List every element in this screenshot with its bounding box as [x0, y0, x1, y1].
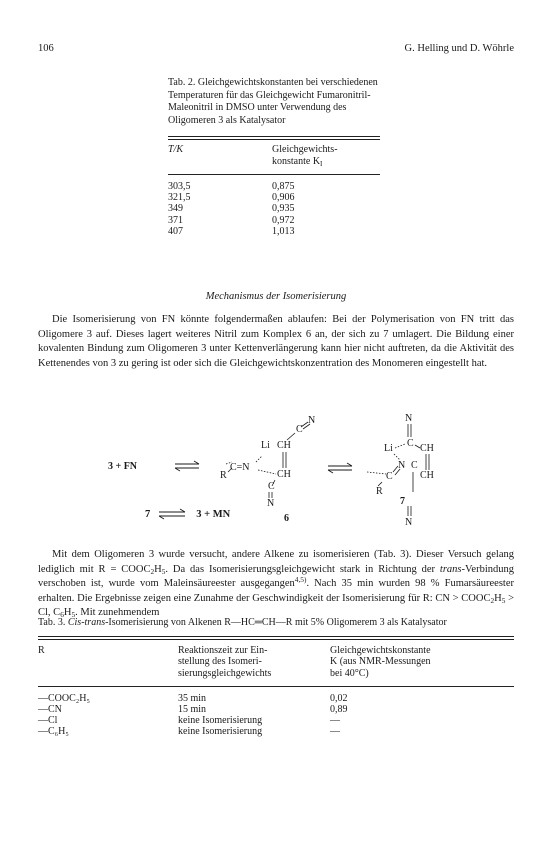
- running-head: G. Helling und D. Wöhrle: [404, 43, 514, 54]
- table-3-caption: [38, 617, 514, 630]
- scheme-n-mid-7: N: [398, 460, 406, 471]
- p2-text: . Mit zunehmendem: [75, 607, 160, 618]
- reaction-scheme: [60, 382, 500, 532]
- scheme-c-eq-n-6: C=N: [230, 462, 250, 473]
- header-line: sierungsgleichgewichts: [178, 667, 272, 679]
- table-2-header: [168, 140, 380, 174]
- header-line: Gleichgewichtskonstante: [330, 644, 431, 656]
- table-cell-k: 0,89: [330, 704, 348, 715]
- header-line: Reaktionszeit zur Ein-: [178, 644, 268, 656]
- table-2: [168, 77, 380, 237]
- table-3-col-r: R: [38, 644, 45, 656]
- p2-citation: 4,5): [294, 575, 307, 584]
- table-2-col-k-line1: Gleichgewichts-: [272, 144, 338, 155]
- table-cell-t: 321,5: [168, 192, 191, 204]
- table-row: [168, 203, 380, 214]
- p2-text: -Verbindung verschoben ist, wurde vom Maleinsäureester ausgegangen: [38, 563, 515, 589]
- table-3: [38, 617, 514, 737]
- table-row: [168, 215, 380, 226]
- scheme-c-bot-6: C: [268, 481, 275, 492]
- table-cell-r: —Cl: [38, 715, 58, 726]
- table-3-col-time: [178, 645, 330, 680]
- scheme-li-6: Li: [261, 440, 270, 451]
- header-line: stellung des Isomeri-: [178, 656, 262, 667]
- p2-text-italic: trans: [439, 563, 462, 575]
- table-cell-t: 407: [168, 225, 183, 237]
- table-3-caption-italic: Cis-trans: [67, 617, 106, 628]
- table-cell-time: keine Isomerisierung: [178, 726, 263, 737]
- table-2-col-k: [272, 144, 380, 168]
- scheme-ch-bot-6: CH: [277, 469, 291, 480]
- header-line: bei 40°C): [330, 667, 369, 679]
- table-3-header: [38, 640, 514, 687]
- page-number: 106: [38, 43, 54, 54]
- p2-text: H: [63, 607, 72, 618]
- section-title: Mechanismus der Isomerisierung: [205, 291, 347, 302]
- table-cell-t: 303,5: [168, 181, 191, 192]
- scheme-n-bot-7: N: [405, 517, 413, 528]
- table-2-col-k-sub: I: [320, 160, 323, 168]
- table-row: [168, 192, 380, 203]
- scheme-label-6: 6: [284, 513, 289, 524]
- paragraph-2: Mit dem Oligomeren 3 wurde versucht, andere Alkene zu isomerisieren (Tab. 3). Dieser Versuch gelang lediglich mit $R = COOC_2H_5$. Da das Isomerisierungsgleichgewicht stark in Richtung der trans-Verbindung verschoben ist, wurde vom Maleinsäureester ausgegangen$^{4,5)}$. Nach 35 min wurden 98 % Fumarsäureester erhalten. Die Ergebnisse zeigen eine Zunahme der Geschwindigkeit der Isomerisierung für R: CN > $COOC_2H_5 > Cl$, $C_6H_5$. Mit zunehmendem: [38, 549, 515, 619]
- table-3-caption-prefix: Tab. 3.: [38, 617, 68, 628]
- scheme-c-top-6: C: [296, 424, 303, 435]
- table-2-col-t: T/K: [168, 144, 184, 155]
- table-cell-k: 0,906: [272, 192, 295, 204]
- p2-text: . Nach 35 min wurden 98 % Fumarsäureester erhalten. Die Ergebnisse zeigen eine Zunahme der Geschwindigkeit der Isomerisierung für R: CN > COOC: [38, 578, 514, 604]
- scheme-c-left-7: C: [386, 471, 393, 482]
- scheme-r-6: R: [220, 470, 227, 481]
- table-cell-time: 15 min: [178, 704, 207, 715]
- paragraph-1: Die Isomerisierung von FN könnte folgendermaßen ablaufen: Bei der Polymerisation von FN tritt das Oligomere 3 auf. Dieses lagert weiteres Nitril zum Komplex 6 an, der sich zu 7 umlagert. Die Bildung einer kovalenten Bindung zum Oligomeren 3 unter Kettenverlängerung kann hier nicht auftreten, da die Aktivität des Kettenendes von 3 zu gering ist oder sich die Gleichgewichtskonzentration des Monomeren eingestellt hat.: [38, 314, 514, 369]
- complex-7: [376, 413, 434, 528]
- table-3-col-k: [330, 645, 514, 680]
- equilibrium-arrow-1: [175, 461, 199, 471]
- table-cell-time: keine Isomerisierung: [178, 715, 263, 726]
- table-2-top-rule: [168, 136, 380, 137]
- table-row: [38, 693, 514, 704]
- p2-text: Mit dem Oligomeren 3 wurde versucht, andere Alkene zu isomerisieren (Tab. 3). Dieser Versuch gelang lediglich mit R = COOC: [38, 549, 514, 575]
- table-row: [168, 181, 380, 192]
- complex-6: [220, 415, 315, 524]
- second-eq-left: 7: [145, 508, 151, 520]
- table-cell-r: —COOC₂H₅: [38, 693, 90, 704]
- table-cell-k: 1,013: [272, 225, 295, 237]
- table-row: [38, 726, 514, 737]
- p2-text: H: [154, 563, 162, 575]
- scheme-c-mid-7: C: [411, 460, 418, 471]
- table-2-caption: Tab. 2. Gleichgewichtskonstanten bei verschiedenen Temperaturen für das Gleichgewicht Fumaronitril-Maleonitril in DMSO unter Verwendung des Oligomeren 3 als Katalysator: [168, 77, 378, 126]
- table-3-caption-rest: -Isomerisierung von Alkenen R—HC═CH—R mit 5% Oligomerem 3 als Katalysator: [105, 617, 447, 628]
- scheme-reactants: 3 + FN: [108, 461, 138, 472]
- table-3-body: [38, 687, 514, 737]
- p2-text: H: [494, 592, 502, 604]
- table-row: [168, 226, 380, 237]
- p2-text: > Cl, C: [38, 592, 515, 618]
- equilibrium-arrow-3: [156, 508, 190, 520]
- scheme-ch-top-7: CH: [420, 443, 434, 454]
- table-3-top-rule: [38, 636, 514, 637]
- table-2-col-k-line2: konstante K: [272, 156, 321, 167]
- equilibrium-arrow-2: [328, 463, 352, 473]
- scheme-n-bot-6: N: [267, 498, 275, 509]
- table-cell-r: —C₆H₅: [38, 726, 69, 737]
- table-2-body: [168, 175, 380, 237]
- table-cell-t: 371: [168, 214, 183, 226]
- table-cell-r: —CN: [38, 704, 62, 715]
- page-header: [38, 43, 514, 57]
- table-cell-k: 0,935: [272, 203, 295, 215]
- table-cell-t: 349: [168, 203, 183, 215]
- p2-text: . Da das Isomerisierungsgleichgewicht stark in Richtung der: [165, 563, 440, 575]
- table-cell-time: 35 min: [178, 693, 207, 704]
- table-cell-k: 0,02: [330, 693, 348, 704]
- table-cell-k: —: [330, 715, 340, 726]
- scheme-c-top-7: C: [407, 438, 414, 449]
- scheme-n-top-6: N: [308, 415, 316, 426]
- table-row: [38, 715, 514, 726]
- second-equilibrium: [145, 508, 230, 520]
- table-cell-k: 0,972: [272, 214, 295, 226]
- table-cell-k: —: [330, 726, 340, 737]
- header-line: K (aus NMR-Messungen: [330, 656, 431, 667]
- scheme-label-7: 7: [400, 496, 405, 507]
- scheme-r-7: R: [376, 486, 383, 497]
- second-eq-right: 3 + MN: [196, 508, 231, 520]
- table-row: [38, 704, 514, 715]
- scheme-n-top-7: N: [405, 413, 413, 424]
- scheme-ch-bot-7: CH: [420, 470, 434, 481]
- table-cell-k: 0,875: [272, 181, 295, 192]
- scheme-ch-top-6: CH: [277, 440, 291, 451]
- scheme-li-7: Li: [384, 443, 393, 454]
